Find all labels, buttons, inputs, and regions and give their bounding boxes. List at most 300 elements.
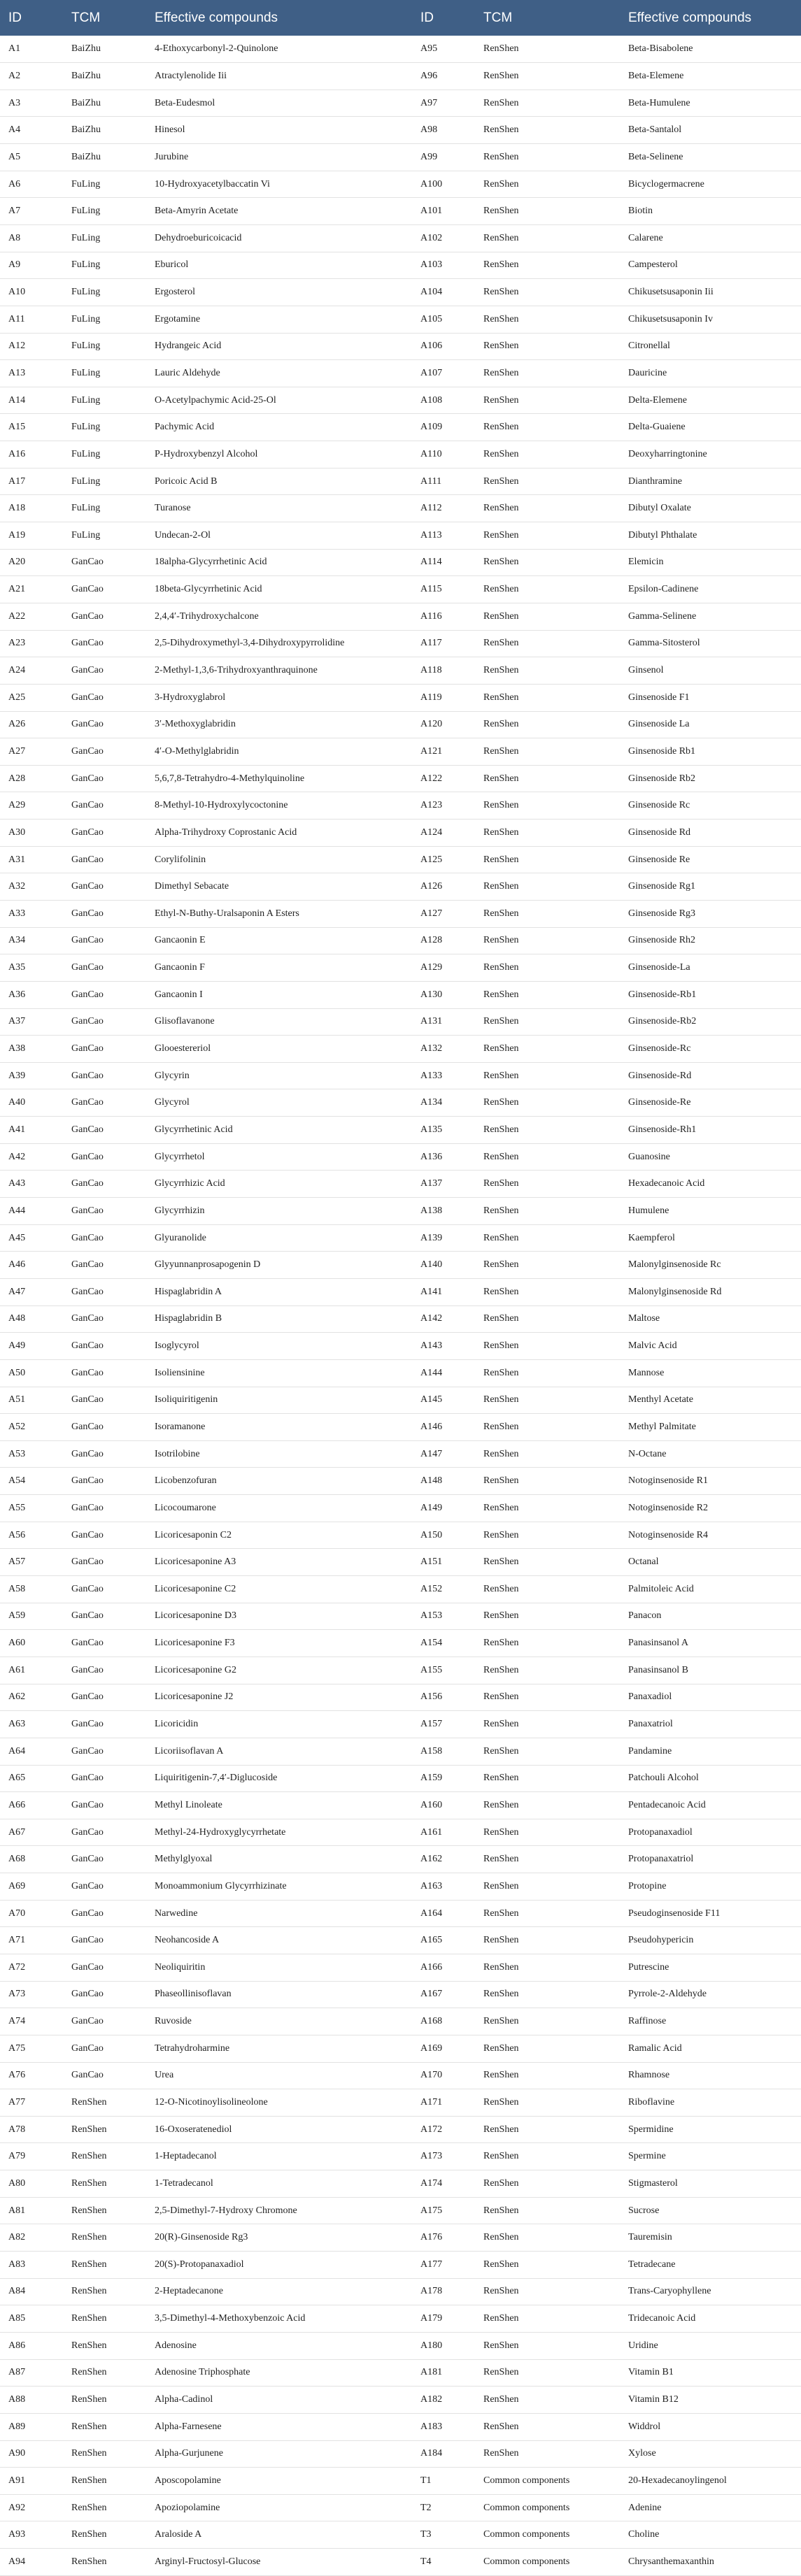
cell-tcm-left: RenShen [71,2313,107,2324]
cell-compound-left: Licoricesaponine G2 [155,1664,237,1675]
cell-id-left: A2 [8,70,21,81]
cell-tcm-left: GanCao [71,1719,104,1730]
table-row [0,1819,801,1846]
cell-tcm-left: GanCao [71,800,104,811]
cell-tcm-left: RenShen [71,2421,107,2432]
table-row [0,1062,801,1089]
cell-compound-left: Alpha-Farnesene [155,2421,222,2432]
cell-id-right: A177 [420,2259,443,2270]
cell-compound-left: Atractylenolide Iii [155,70,227,81]
cell-compound-right: Ginsenoside-La [628,962,690,973]
cell-tcm-left: BaiZhu [71,70,101,81]
cell-tcm-left: GanCao [71,1367,104,1378]
cell-compound-left: Isoglycyrol [155,1340,199,1352]
cell-id-right: A147 [420,1448,443,1459]
cell-tcm-left: FuLing [71,287,101,298]
cell-tcm-right: RenShen [483,2259,519,2270]
cell-tcm-left: GanCao [71,773,104,784]
cell-id-right: A180 [420,2340,443,2351]
cell-id-right: A123 [420,800,443,811]
cell-compound-right: Panacon [628,1610,662,1622]
cell-id-left: A93 [8,2529,26,2540]
table-row [0,2468,801,2495]
cell-compound-right: Notoginsenoside R4 [628,1529,708,1540]
cell-compound-left: Gancaonin F [155,962,205,973]
cell-tcm-left: GanCao [71,1151,104,1162]
cell-compound-right: 20-Hexadecanoylingenol [628,2475,727,2486]
cell-id-right: A175 [420,2205,443,2216]
cell-id-right: A181 [420,2367,443,2378]
cell-id-left: A19 [8,529,26,541]
cell-compound-right: Deoxyharringtonine [628,448,707,459]
cell-compound-right: Rhamnose [628,2070,670,2081]
table-body [0,36,801,2575]
table-row [0,1333,801,1360]
cell-id-right: A95 [420,43,438,55]
table-row [0,1927,801,1954]
cell-tcm-left: RenShen [71,2367,107,2378]
table-row [0,468,801,495]
cell-id-left: A7 [8,206,21,217]
table-row [0,1143,801,1171]
cell-id-right: A96 [420,70,438,81]
cell-compound-right: Spermidine [628,2124,674,2135]
cell-tcm-right: RenShen [483,1799,519,1810]
cell-compound-right: Ginsenoside Rb2 [628,773,696,784]
cell-compound-right: Guanosine [628,1151,670,1162]
cell-tcm-right: RenShen [483,2042,519,2054]
cell-id-left: A69 [8,1880,26,1891]
table-row [0,2062,801,2089]
cell-tcm-left: GanCao [71,1097,104,1108]
cell-tcm-right: RenShen [483,692,519,703]
cell-compound-left: Isoramanone [155,1421,206,1432]
cell-tcm-right: RenShen [483,259,519,271]
cell-id-left: A27 [8,745,26,757]
table-row [0,198,801,225]
cell-id-left: A36 [8,989,26,1000]
cell-compound-right: Ginsenoside-Rd [628,1070,692,1081]
cell-compound-left: Isoliquiritigenin [155,1394,218,1405]
cell-id-left: A10 [8,287,26,298]
cell-compound-right: Notoginsenoside R1 [628,1475,708,1487]
cell-tcm-right: RenShen [483,584,519,595]
table-row [0,820,801,847]
cell-compound-left: Hydrangeic Acid [155,341,222,352]
cell-tcm-left: GanCao [71,1908,104,1919]
cell-tcm-left: GanCao [71,1638,104,1649]
cell-tcm-right: RenShen [483,1610,519,1622]
cell-tcm-right: RenShen [483,422,519,433]
cell-tcm-left: GanCao [71,1935,104,1946]
cell-tcm-right: RenShen [483,287,519,298]
cell-id-left: A62 [8,1691,26,1703]
cell-compound-right: Raffinose [628,2016,667,2027]
cell-compound-right: Ginsenoside-Re [628,1097,691,1108]
cell-tcm-right: RenShen [483,2286,519,2297]
table-row [0,927,801,954]
cell-compound-left: Glycyrrhizin [155,1205,205,1216]
cell-tcm-right: RenShen [483,1259,519,1271]
cell-tcm-left: GanCao [71,1313,104,1324]
cell-tcm-left: GanCao [71,2042,104,2054]
cell-compound-right: Calarene [628,232,663,243]
table-row [0,117,801,144]
cell-tcm-right: Common components [483,2556,570,2567]
cell-tcm-right: RenShen [483,368,519,378]
cell-id-left: A13 [8,368,26,378]
cell-id-left: A18 [8,503,26,514]
cell-compound-left: Araloside A [155,2529,202,2540]
cell-id-left: A33 [8,908,26,919]
cell-id-right: A138 [420,1205,443,1216]
table-row [0,63,801,90]
cell-compound-left: 20(R)-Ginsenoside Rg3 [155,2232,248,2243]
cell-compound-left: Alpha-Cadinol [155,2394,213,2405]
table-row [0,306,801,333]
cell-compound-left: Tetrahydroharmine [155,2042,230,2054]
cell-tcm-right: RenShen [483,1745,519,1756]
cell-id-left: A51 [8,1394,26,1405]
cell-compound-left: Licocoumarone [155,1502,216,1513]
cell-compound-left: Liquiritigenin-7,4′-Diglucoside [155,1773,278,1784]
table-row [0,1224,801,1252]
cell-id-left: A21 [8,584,26,595]
table-row [0,1846,801,1873]
cell-compound-left: Dimethyl Sebacate [155,881,229,892]
cell-compound-left: Adenosine Triphosphate [155,2367,250,2378]
table-row [0,2494,801,2521]
cell-tcm-right: RenShen [483,745,519,757]
cell-id-left: A54 [8,1475,26,1487]
cell-compound-left: Hispaglabridin A [155,1286,222,1297]
table-row [0,2008,801,2035]
cell-id-right: A170 [420,2070,443,2081]
cell-tcm-left: GanCao [71,1529,104,1540]
cell-compound-right: Palmitoleic Acid [628,1583,694,1594]
cell-id-right: A109 [420,422,443,433]
table-row [0,1954,801,1981]
cell-tcm-left: GanCao [71,1691,104,1703]
cell-compound-right: Sucrose [628,2205,660,2216]
cell-id-left: A15 [8,422,26,433]
cell-id-right: A167 [420,1989,443,2000]
cell-compound-right: Methyl Palmitate [628,1421,696,1432]
table-row [0,1440,801,1468]
cell-id-right: T2 [420,2502,432,2513]
cell-tcm-left: GanCao [71,1448,104,1459]
cell-compound-left: 2-Methyl-1,3,6-Trihydroxyanthraquinone [155,665,318,676]
cell-compound-right: Ramalic Acid [628,2042,682,2054]
cell-id-right: A97 [420,97,438,108]
cell-id-right: A145 [420,1394,443,1405]
cell-id-left: A59 [8,1610,26,1622]
cell-tcm-left: RenShen [71,2448,107,2459]
cell-id-right: A108 [420,394,443,406]
cell-tcm-right: RenShen [483,719,519,730]
cell-compound-left: Licoricesaponine F3 [155,1638,235,1649]
cell-compound-left: 5,6,7,8-Tetrahydro-4-Methylquinoline [155,773,305,784]
cell-tcm-left: FuLing [71,448,101,459]
cell-id-left: A45 [8,1232,26,1243]
cell-id-right: A169 [420,2042,443,2054]
cell-tcm-left: FuLing [71,341,101,352]
cell-tcm-right: RenShen [483,97,519,108]
cell-tcm-right: RenShen [483,2070,519,2081]
cell-tcm-left: GanCao [71,2070,104,2081]
cell-id-left: A50 [8,1367,26,1378]
table-row [0,1738,801,1765]
cell-tcm-right: RenShen [483,1286,519,1297]
cell-compound-right: Kaempferol [628,1232,675,1243]
cell-compound-right: Ginsenoside La [628,719,690,730]
cell-tcm-right: RenShen [483,935,519,946]
cell-id-left: A22 [8,610,26,622]
cell-tcm-left: GanCao [71,989,104,1000]
cell-tcm-right: Common components [483,2475,570,2486]
cell-id-right: A143 [420,1340,443,1352]
table-row [0,522,801,550]
cell-tcm-left: FuLing [71,368,101,378]
table-row [0,1171,801,1198]
cell-tcm-right: RenShen [483,1773,519,1784]
cell-compound-left: Glisoflavanone [155,1016,215,1027]
cell-id-right: A136 [420,1151,443,1162]
cell-tcm-left: GanCao [71,854,104,865]
cell-id-right: A105 [420,313,443,324]
cell-tcm-left: RenShen [71,2556,107,2567]
table-row [0,2440,801,2468]
header-row [0,0,801,36]
cell-compound-right: Beta-Humulene [628,97,690,108]
cell-compound-right: Dauricine [628,368,667,378]
cell-compound-right: Chikusetsusaponin Iv [628,313,713,324]
cell-tcm-right: RenShen [483,1097,519,1108]
cell-id-left: A56 [8,1529,26,1540]
cell-tcm-left: GanCao [71,1826,104,1838]
cell-id-left: A35 [8,962,26,973]
cell-tcm-right: RenShen [483,1070,519,1081]
cell-tcm-left: GanCao [71,1421,104,1432]
cell-id-right: A165 [420,1935,443,1946]
table-row [0,1873,801,1901]
cell-compound-right: Ginsenoside-Rb2 [628,1016,697,1027]
cell-compound-left: Narwedine [155,1908,198,1919]
cell-compound-left: Turanose [155,503,191,514]
cell-tcm-right: RenShen [483,1854,519,1865]
table-row [0,144,801,171]
cell-id-right: A171 [420,2097,443,2108]
cell-id-left: A3 [8,97,21,108]
cell-tcm-left: GanCao [71,2016,104,2027]
cell-tcm-left: GanCao [71,1286,104,1297]
cell-compound-right: Campesterol [628,259,678,271]
cell-tcm-right: RenShen [483,313,519,324]
table-row [0,2170,801,2198]
cell-id-left: A23 [8,638,26,649]
table-row [0,224,801,252]
cell-id-left: A26 [8,719,26,730]
cell-compound-right: Beta-Elemene [628,70,684,81]
cell-tcm-right: RenShen [483,665,519,676]
cell-id-right: A120 [420,719,443,730]
cell-id-left: A24 [8,665,26,676]
table-row [0,1468,801,1495]
cell-tcm-left: GanCao [71,745,104,757]
table-row [0,873,801,901]
cell-compound-right: Riboflavine [628,2097,675,2108]
cell-compound-left: 3,5-Dimethyl-4-Methoxybenzoic Acid [155,2313,306,2324]
cell-id-left: A5 [8,151,21,162]
cell-compound-left: Arginyl-Fructosyl-Glucose [155,2556,261,2567]
cell-compound-right: Ginsenoside Rb1 [628,745,696,757]
cell-compound-left: Glycyrin [155,1070,190,1081]
cell-compound-right: Pseudoginsenoside F11 [628,1908,721,1919]
table-row [0,2089,801,2117]
cell-id-right: A139 [420,1232,443,1243]
cell-compound-left: Glycyrrhizic Acid [155,1178,225,1189]
cell-id-right: A107 [420,368,443,378]
cell-tcm-right: RenShen [483,2097,519,2108]
cell-tcm-left: GanCao [71,1124,104,1135]
cell-tcm-right: RenShen [483,70,519,81]
cell-compound-right: Vitamin B12 [628,2394,679,2405]
cell-compound-right: Vitamin B1 [628,2367,674,2378]
table-row [0,1900,801,1927]
cell-tcm-left: FuLing [71,503,101,514]
table-row [0,441,801,468]
cell-compound-right: Ginsenoside Rc [628,800,690,811]
table-row [0,603,801,630]
cell-id-right: A117 [420,638,442,649]
cell-tcm-right: RenShen [483,610,519,622]
cell-tcm-right: RenShen [483,1691,519,1703]
cell-id-left: A53 [8,1448,26,1459]
cell-tcm-left: FuLing [71,313,101,324]
cell-compound-right: Panaxadiol [628,1691,672,1703]
cell-id-left: A70 [8,1908,26,1919]
cell-id-left: A31 [8,854,26,865]
cell-compound-right: Stigmasterol [628,2177,678,2189]
cell-compound-left: Undecan-2-Ol [155,529,211,541]
cell-tcm-right: RenShen [483,773,519,784]
cell-compound-right: Uridine [628,2340,658,2351]
cell-compound-left: Adenosine [155,2340,197,2351]
cell-compound-right: Chrysanthemaxanthin [628,2556,714,2567]
cell-compound-right: Octanal [628,1557,659,1568]
cell-tcm-right: RenShen [483,800,519,811]
cell-compound-left: Glyuranolide [155,1232,206,1243]
cell-tcm-left: GanCao [71,1557,104,1568]
table-row [0,2359,801,2387]
cell-tcm-left: GanCao [71,1880,104,1891]
table-row [0,981,801,1008]
cell-id-left: A90 [8,2448,26,2459]
table-row [0,1522,801,1549]
cell-tcm-left: GanCao [71,1394,104,1405]
cell-tcm-right: RenShen [483,178,519,189]
cell-compound-left: Urea [155,2070,174,2081]
table-row [0,576,801,603]
cell-tcm-right: RenShen [483,1475,519,1487]
cell-tcm-left: RenShen [71,2529,107,2540]
cell-id-right: A162 [420,1854,443,1865]
cell-compound-right: Maltose [628,1313,660,1324]
cell-id-right: A101 [420,206,443,217]
cell-compound-left: Licoricesaponin C2 [155,1529,232,1540]
cell-tcm-left: GanCao [71,1178,104,1189]
cell-tcm-right: RenShen [483,2448,519,2459]
cell-id-left: A42 [8,1151,26,1162]
cell-tcm-right: RenShen [483,1016,519,1027]
cell-compound-right: Malvic Acid [628,1340,677,1352]
cell-compound-left: Phaseollinisoflavan [155,1989,232,2000]
table-row [0,2521,801,2549]
cell-tcm-left: GanCao [71,1043,104,1054]
cell-tcm-left: RenShen [71,2502,107,2513]
cell-compound-right: Choline [628,2529,660,2540]
header-id-left: ID [8,10,22,25]
cell-id-left: A11 [8,313,25,324]
cell-compound-left: Glycyrol [155,1097,190,1108]
cell-id-left: A25 [8,692,26,703]
cell-tcm-right: RenShen [483,503,519,514]
cell-id-left: A80 [8,2177,26,2189]
cell-tcm-left: BaiZhu [71,43,101,55]
cell-id-left: A20 [8,557,26,568]
cell-tcm-left: GanCao [71,908,104,919]
cell-compound-right: Menthyl Acetate [628,1394,693,1405]
table-row [0,1981,801,2008]
cell-id-right: A126 [420,881,443,892]
cell-tcm-right: Common components [483,2502,570,2513]
table-row [0,1008,801,1036]
cell-tcm-left: BaiZhu [71,97,101,108]
cell-compound-left: Glycyrrhetinic Acid [155,1124,233,1135]
cell-tcm-left: GanCao [71,638,104,649]
cell-id-right: A168 [420,2016,443,2027]
cell-id-left: A48 [8,1313,26,1324]
cell-compound-left: 2,5-Dihydroxymethyl-3,4-Dihydroxypyrrolidine [155,638,345,649]
cell-tcm-left: RenShen [71,2286,107,2297]
cell-id-left: A60 [8,1638,26,1649]
cell-compound-right: Biotin [628,206,653,217]
cell-tcm-right: RenShen [483,2124,519,2135]
cell-compound-right: Protopanaxadiol [628,1826,693,1838]
cell-compound-right: Ginsenol [628,665,664,676]
cell-tcm-left: GanCao [71,692,104,703]
cell-tcm-left: RenShen [71,2151,107,2162]
table-row [0,387,801,414]
cell-tcm-right: RenShen [483,1989,519,2000]
cell-tcm-left: FuLing [71,178,101,189]
cell-tcm-left: RenShen [71,2205,107,2216]
cell-id-right: A114 [420,557,442,568]
cell-id-left: A41 [8,1124,26,1135]
cell-id-right: A121 [420,745,443,757]
table-row [0,901,801,928]
cell-tcm-right: RenShen [483,2313,519,2324]
cell-id-left: A9 [8,259,21,271]
cell-id-right: A154 [420,1638,443,1649]
table-row [0,36,801,63]
cell-compound-right: Ginsenoside-Rb1 [628,989,697,1000]
cell-compound-right: Dianthramine [628,475,682,487]
cell-id-right: A166 [420,1961,443,1973]
cell-id-left: A43 [8,1178,26,1189]
cell-tcm-left: FuLing [71,529,101,541]
cell-compound-right: Gamma-Selinene [628,610,697,622]
